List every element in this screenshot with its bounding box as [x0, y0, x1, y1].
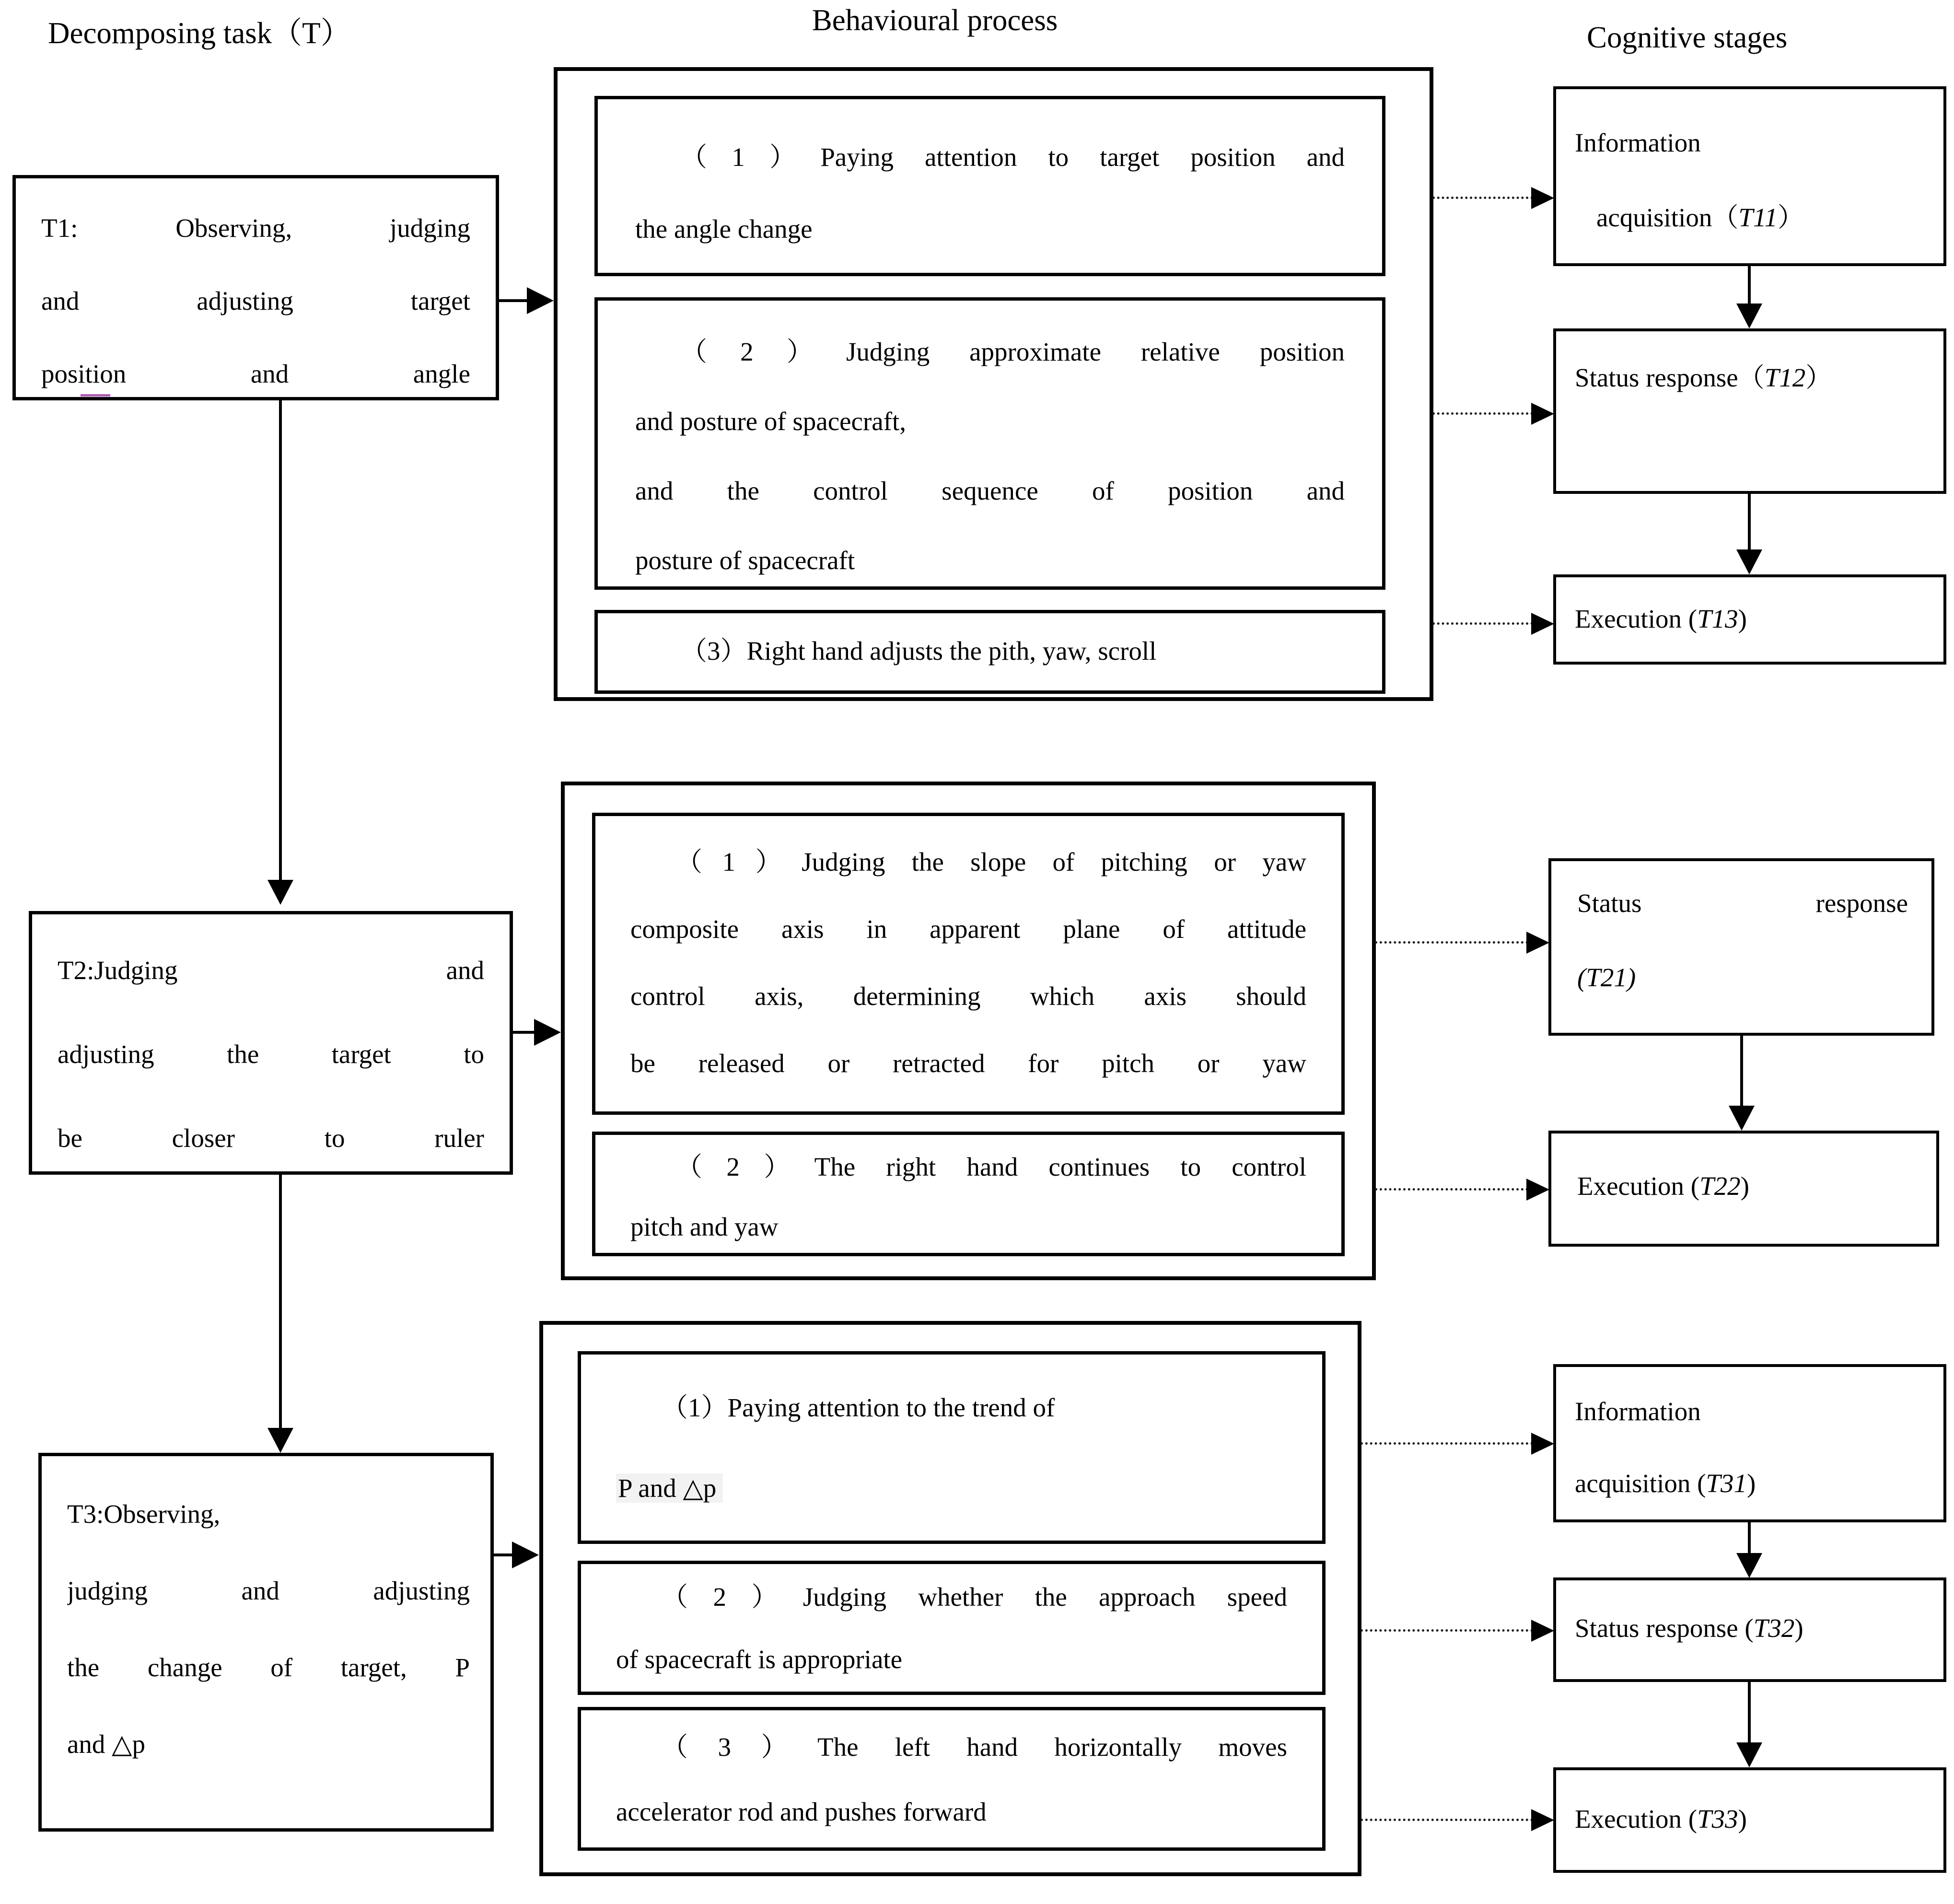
t1-line: position and angle: [41, 359, 470, 388]
arrow-line-t2-behaviour: [513, 1031, 536, 1034]
arrow-line-t3-behaviour: [494, 1554, 514, 1556]
arrow-down-icon: [1736, 1742, 1762, 1767]
t3-line: the change of target, P: [67, 1653, 470, 1682]
behaviour-line: （2）The right hand continues to control: [676, 1152, 1306, 1181]
behaviour-line: control axis, determining which axis should: [630, 981, 1306, 1011]
arrow-down-icon: [1736, 1553, 1762, 1578]
dotted-link-b12-t12: [1432, 412, 1533, 415]
arrow-right-icon: [1531, 1620, 1554, 1642]
arrow-down-icon: [268, 880, 293, 905]
behaviour-line: of spacecraft is appropriate: [616, 1645, 903, 1674]
arrow-right-icon: [1526, 932, 1549, 954]
stage-line: Status response: [1577, 888, 1908, 918]
arrow-right-icon: [1531, 403, 1554, 425]
dotted-link-b22-t22: [1375, 1188, 1528, 1191]
behaviour-line: （3）Right hand adjusts the pith, yaw, scroll: [681, 636, 1157, 666]
behaviour-line: be released or retracted for pitch or yaw: [630, 1049, 1306, 1078]
dotted-link-b32-t32: [1361, 1629, 1533, 1632]
behaviour-line: （2）Judging approximate relative position: [681, 337, 1345, 366]
arrow-line-t2-t3: [279, 1175, 282, 1429]
column-header-behavioural-process: Behavioural process: [812, 3, 1058, 37]
behaviour-line: composite axis in apparent plane of attitude: [630, 914, 1306, 944]
stage-line: Execution (T33): [1575, 1804, 1747, 1834]
stage-box-t12: [1553, 328, 1946, 494]
arrow-right-icon: [512, 1542, 539, 1568]
stage-line: Execution (T22): [1577, 1171, 1749, 1201]
dotted-link-b31-t31: [1361, 1442, 1533, 1445]
arrow-line-t21-t22: [1740, 1036, 1743, 1108]
behaviour-line: the angle change: [635, 214, 813, 244]
t1-line: T1: Observing, judging: [41, 213, 470, 243]
arrow-right-icon: [1531, 1809, 1554, 1831]
dotted-link-b11-t11: [1432, 197, 1533, 199]
arrow-line-t11-t12: [1748, 266, 1751, 305]
dotted-link-b13-t13: [1432, 622, 1533, 625]
t3-line: and △p: [67, 1729, 145, 1759]
arrow-right-icon: [527, 287, 554, 314]
arrow-right-icon: [1531, 613, 1554, 635]
t2-line: be closer to ruler: [58, 1123, 484, 1153]
arrow-line-t1-behaviour: [499, 299, 529, 302]
arrow-line-t1-t2: [279, 400, 282, 880]
behaviour-line: and the control sequence of position and: [635, 476, 1345, 505]
arrow-down-icon: [1736, 549, 1762, 574]
behaviour-line: （1）Judging the slope of pitching or yaw: [676, 847, 1306, 876]
behaviour-line: （3）The left hand horizontally moves: [662, 1732, 1287, 1762]
arrow-down-icon: [1729, 1106, 1755, 1131]
column-header-decomposing-task: Decomposing task（T）: [48, 16, 351, 50]
behaviour-line: （1）Paying attention to the trend of: [662, 1393, 1055, 1422]
behaviour-line: pitch and yaw: [630, 1212, 779, 1241]
stage-line: Execution (T13): [1575, 604, 1747, 633]
arrow-right-icon: [1531, 187, 1554, 209]
arrow-down-icon: [1736, 304, 1762, 328]
stage-line: Information: [1575, 1397, 1701, 1426]
dotted-link-b21-t21: [1375, 941, 1528, 944]
arrow-right-icon: [1526, 1179, 1549, 1201]
arrow-down-icon: [268, 1428, 293, 1453]
arrow-right-icon: [1531, 1433, 1554, 1455]
column-header-cognitive-stages: Cognitive stages: [1587, 21, 1788, 54]
t2-line: T2:Judging and: [58, 956, 484, 985]
highlighted-text: P and △p: [616, 1473, 723, 1503]
stage-line: (T21): [1577, 963, 1636, 992]
behaviour-line: （2）Judging whether the approach speed: [662, 1582, 1287, 1612]
behaviour-line: accelerator rod and pushes forward: [616, 1797, 987, 1826]
stage-line: acquisition（T11）: [1596, 203, 1804, 232]
stage-line: acquisition (T31): [1575, 1469, 1756, 1498]
arrow-line-t32-t33: [1748, 1682, 1751, 1744]
arrow-right-icon: [534, 1019, 561, 1046]
t1-line: and adjusting target: [41, 286, 470, 315]
behaviour-line: and posture of spacecraft,: [635, 407, 907, 436]
stage-line: Status response（T12）: [1575, 363, 1832, 392]
behaviour-line: [616, 1466, 1287, 1511]
stage-line: Information: [1575, 128, 1701, 157]
behaviour-box-t3-1: [578, 1351, 1326, 1544]
stage-line: Status response (T32): [1575, 1613, 1803, 1643]
arrow-line-t12-t13: [1748, 494, 1751, 551]
arrow-line-t31-t32: [1748, 1522, 1751, 1555]
behaviour-line: （1）Paying attention to target position and: [681, 142, 1345, 172]
behaviour-line: posture of spacecraft: [635, 546, 855, 575]
t3-line: judging and adjusting: [67, 1576, 470, 1605]
t3-line: T3:Observing,: [67, 1499, 221, 1529]
spellcheck-underline: [81, 394, 110, 397]
t2-line: adjusting the target to: [58, 1040, 484, 1069]
dotted-link-b33-t33: [1361, 1819, 1533, 1821]
